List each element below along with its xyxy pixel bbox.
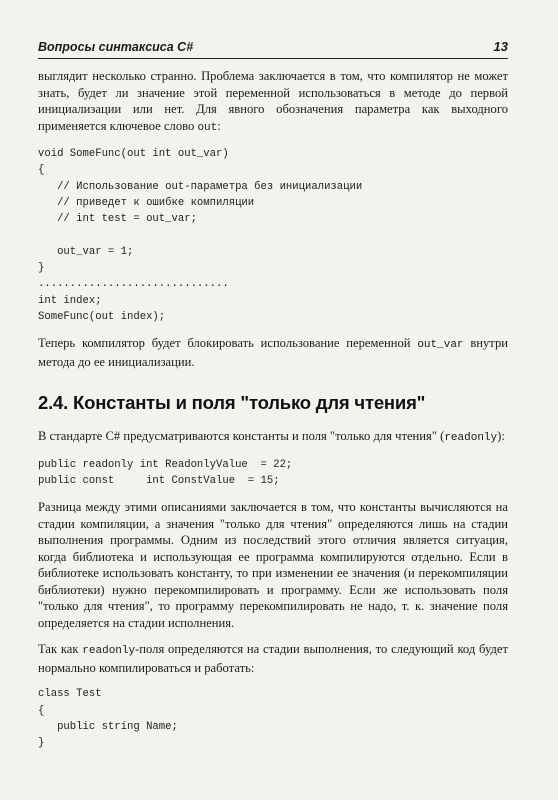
code-line: .............................. xyxy=(38,278,229,291)
code-line: void SomeFunc(out int out_var) xyxy=(38,148,229,160)
code-block-out-param xyxy=(38,146,508,325)
paragraph-difference: Разница между этими описаниями заключается в том, что константы вычисляются на стадии компиляции, а значения "только для чтения" определяются лишь на стадии выполнения программы. Одним из последствий этого отличия является ситуация, когда библиотека и использующая ее программа компилируются отдельно. Если в библиотеке использовать константу, то при изменении ее значения (и перекомпиляции библиотеки) нужно перекомпилировать и программу. Если же использовать поля "только для чтения", то программу перекомпилировать не надо, т. к. значение поля определяется на стадии исполнения. xyxy=(38,500,508,630)
code-line: SomeFunc(out index); xyxy=(38,310,166,323)
paragraph-compiler-block xyxy=(38,335,508,370)
page-content xyxy=(38,68,508,752)
code-line: { xyxy=(38,704,45,717)
paragraph-readonly-runtime xyxy=(38,641,508,676)
paragraph-readonly-intro xyxy=(38,428,508,447)
paragraph-text: Так как xyxy=(38,642,83,657)
paragraph-text: -поля определяются на стадии выполнения, то следующий код будет нормально компилироваться и работать: xyxy=(38,642,508,675)
paragraph-text: выглядит несколько странно. Проблема заключается в том, что компилятор не может знать, будет ли значение этой переменной использоваться в методе до первой инициализации или нет. Для явного обозначения параметра как выходного применяется ключевое слово xyxy=(38,69,508,133)
running-title: Вопросы синтаксиса C# xyxy=(38,40,194,54)
code-line: public string Name; xyxy=(38,720,178,733)
inline-code: out_var xyxy=(417,339,464,352)
page-header xyxy=(38,38,508,59)
paragraph-text: : xyxy=(217,118,221,133)
paragraph-text: внутри метода до ее инициализации. xyxy=(38,336,508,369)
code-line: } xyxy=(38,262,45,275)
code-block-declarations xyxy=(38,457,508,490)
paragraph-text: В стандарте C# предусматриваются константы и поля "только для чтения" ( xyxy=(38,429,445,444)
section-heading: 2.4. Константы и поля "только для чтения" xyxy=(38,392,426,414)
paragraph-out-keyword xyxy=(38,68,508,136)
inline-code: readonly xyxy=(82,645,136,658)
code-block-class xyxy=(38,686,508,751)
code-line: public readonly int ReadonlyValue = 22; xyxy=(38,458,293,471)
code-line: out_var = 1; xyxy=(38,245,134,258)
paragraph-text: Теперь компилятор будет блокировать использование переменной xyxy=(38,336,418,351)
code-line: // приведет к ошибке компиляции xyxy=(38,196,255,209)
page-number: 13 xyxy=(493,39,508,54)
code-line: } xyxy=(38,737,45,750)
code-line: class Test xyxy=(38,688,102,701)
paragraph-text: ): xyxy=(497,429,505,444)
code-line: // int test = out_var; xyxy=(38,213,197,226)
inline-code: readonly xyxy=(444,432,498,445)
code-line: public const int ConstValue = 15; xyxy=(38,475,280,488)
code-line: { xyxy=(38,164,45,177)
code-line: int index; xyxy=(38,294,102,307)
inline-code: out xyxy=(197,121,218,134)
code-line: // Использование out-параметра без инициализации xyxy=(38,180,363,193)
